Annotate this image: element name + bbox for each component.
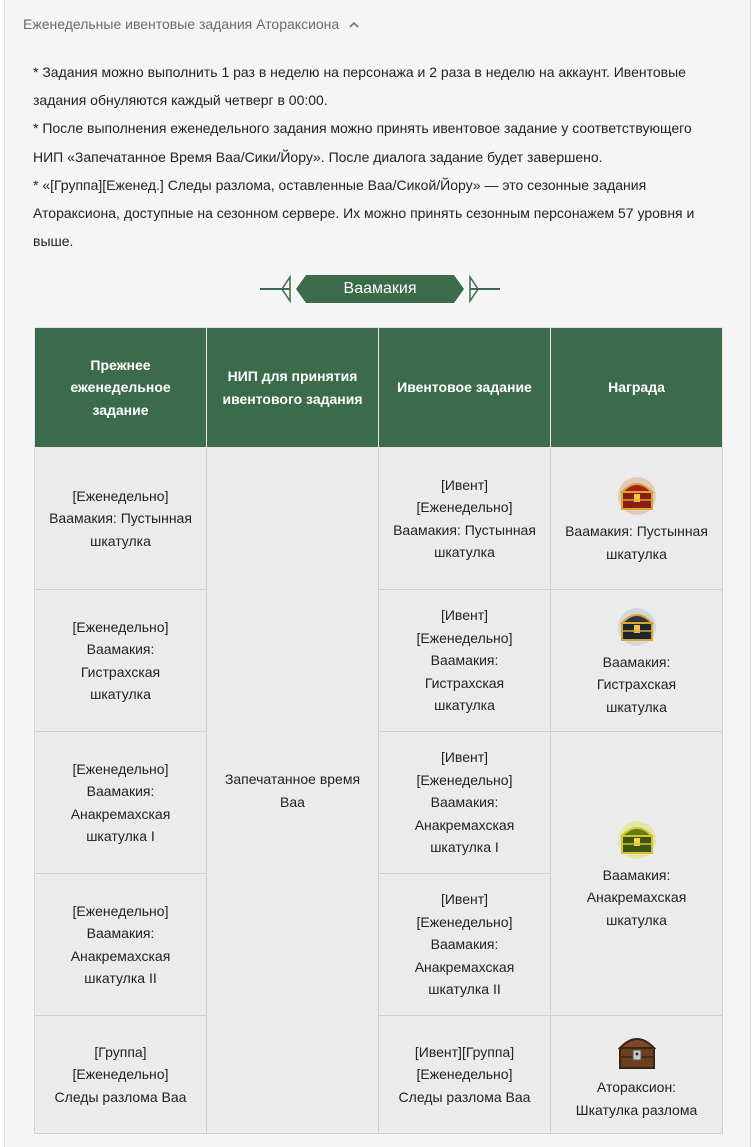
prev-quest-cell: [Еженедельно] Ваамакия: Анакремахская шкатулка II (35, 874, 207, 1016)
table-row (35, 732, 723, 874)
quest-info-panel (4, 0, 751, 1147)
anakremah-chest-icon (615, 816, 659, 860)
section-banner-label: Ваамакия (343, 280, 417, 297)
rift-chest-icon (615, 1028, 659, 1072)
event-quest-cell: [Ивент] [Еженедельно] Ваамакия: Гистрахская шкатулка (379, 590, 551, 732)
table-row (35, 448, 723, 590)
reward-label: Ваамакия: Анакремахская шкатулка (586, 866, 687, 928)
event-quest-cell: [Ивент] [Еженедельно] Ваамакия: Анакремахская шкатулка II (379, 874, 551, 1016)
reward-cell (551, 448, 723, 590)
reward-cell (551, 590, 723, 732)
column-header-event: Ивентовое задание (379, 328, 551, 448)
column-header-npc: НИП для принятия ивентового задания (207, 328, 379, 448)
panel-header[interactable] (23, 14, 360, 34)
event-quest-cell: [Ивент][Группа] [Еженедельно] Следы разлома Ваа (379, 1016, 551, 1134)
prev-quest-cell: [Еженедельно] Ваамакия: Анакремахская шкатулка I (35, 732, 207, 874)
prev-quest-cell: [Еженедельно] Ваамакия: Гистрахская шкатулка (35, 590, 207, 732)
panel-title: Еженедельные ивентовые задания Атораксиона (23, 16, 340, 32)
npc-cell: Запечатанное время Ваа (207, 448, 379, 1134)
table-row (35, 1016, 723, 1134)
prev-quest-cell: [Еженедельно] Ваамакия: Пустынная шкатулка (35, 448, 207, 590)
quests-table (34, 327, 723, 1134)
desert-chest-icon (615, 472, 659, 516)
reward-label: Ваамакия: Гистрахская шкатулка (596, 653, 677, 715)
notes (33, 58, 713, 255)
event-quest-cell: [Ивент] [Еженедельно] Ваамакия: Пустынная шкатулка (379, 448, 551, 590)
note-item: * Задания можно выполнить 1 раз в неделю на персонажа и 2 раза в неделю на аккаунт. Ивентовые задания обнуляются каждый четверг в 00:00. (33, 64, 686, 109)
reward-cell (551, 732, 723, 1016)
reward-label: Ваамакия: Пустынная шкатулка (565, 523, 708, 562)
note-item: * После выполнения еженедельного задания можно принять ивентовое задание у соответствующего НИП «Запечатанное Время Ваа/Сики/Йору». После диалога задание будет завершено. (33, 120, 692, 165)
chevron-up-icon[interactable] (348, 19, 360, 31)
gistrah-chest-icon (615, 603, 659, 647)
section-banner (260, 273, 500, 305)
note-item: * «[Группа][Еженед.] Следы разлома, оставленные Ваа/Сикой/Йору» — это сезонные задания Атораксиона, доступные на сезонном сервере. Их можно принять сезонным персонажем 57 уровня и выше. (33, 176, 695, 250)
event-quest-cell: [Ивент] [Еженедельно] Ваамакия: Анакремахская шкатулка I (379, 732, 551, 874)
table-row (35, 590, 723, 732)
column-header-reward: Награда (551, 328, 723, 448)
column-header-prev: Прежнее еженедельное задание (35, 328, 207, 448)
reward-label: Атораксион: Шкатулка разлома (575, 1079, 698, 1118)
table-header-row (35, 328, 723, 448)
prev-quest-cell: [Группа] [Еженедельно] Следы разлома Ваа (35, 1016, 207, 1134)
reward-cell (551, 1016, 723, 1134)
